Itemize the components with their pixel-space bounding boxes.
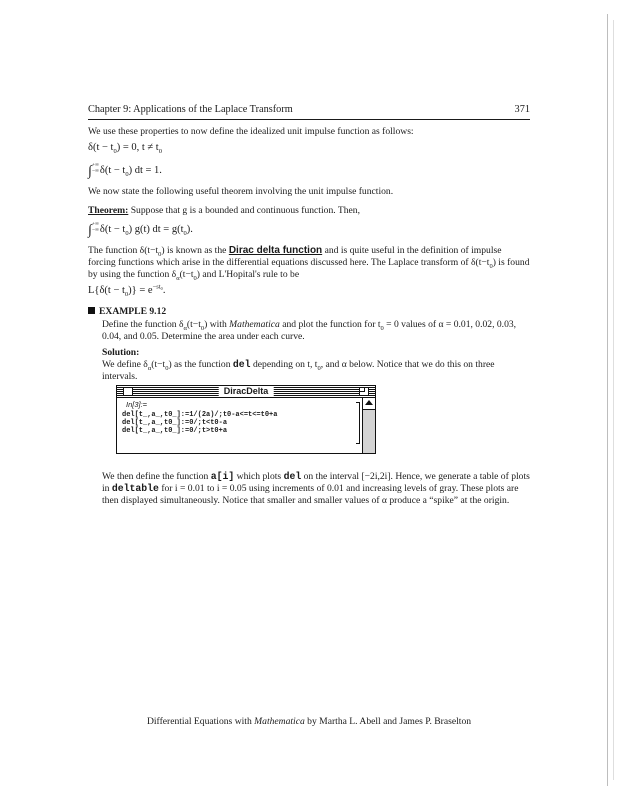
code-line[interactable]: del[t_,a_,t0_]:=0/;t>t0+a	[122, 427, 228, 435]
intro-paragraph: We use these properties to now define the idealized unit impulse function as follows:	[88, 126, 414, 138]
integral-limits: +∞ −∞	[91, 162, 99, 175]
code-a-i: a[i]	[210, 470, 235, 482]
page-number: 371	[514, 104, 530, 115]
close-box-icon[interactable]	[123, 387, 133, 396]
theorem-label: Theorem:	[88, 204, 129, 216]
code-del-2: del	[283, 470, 302, 482]
dirac-paragraph: The function $\delta(t-t_0)$ is known as the Dirac delta function and is quite useful in the definition of impulse forcing functions which arise in the differential equations discussed here. The Laplace transform of $\delta(t-t_0)$ is found by using the function $\delta_\alpha(t-t_0)$ and L'Hopital's rule to be	[88, 244, 530, 283]
code-deltable: deltable	[111, 482, 159, 494]
chapter-title: Chapter 9: Applications of the Laplace Transform	[88, 104, 293, 115]
theorem-paragraph: Theorem: Suppose that g is a bounded and continuous function. Then,	[88, 204, 360, 216]
mathematica-notebook-window[interactable]	[116, 385, 376, 454]
black-square-icon	[88, 307, 95, 314]
scroll-track[interactable]	[363, 410, 375, 453]
after-window-paragraph: We then define the function a[i] which plots del on the interval [−2i,2i]. Hence, we generate a table of plots in deltable for i = 0.01 to i = 0.05 using increments of 0.01 and increasing levels of gray. These plots are then displayed simultaneously. Notice that smaller and smaller values of α produce a “spike” at the origin.	[102, 470, 530, 507]
page-edge-line-secondary	[613, 20, 614, 780]
vertical-scrollbar[interactable]	[362, 398, 375, 453]
zoom-box-icon[interactable]	[359, 387, 369, 396]
example-text: Define the function $\delta_\alpha(t-t_0)$ with Mathematica and plot the function for $t_0 = 0$ values of α = 0.01, 0.02, 0.03, 0.04, and 0.05. Determine the area under each curve.	[102, 318, 517, 342]
cell-bracket[interactable]	[356, 402, 360, 444]
window-titlebar[interactable]	[117, 386, 375, 398]
dirac-delta-term: Dirac delta function	[228, 244, 323, 256]
code-del: del	[232, 359, 251, 371]
window-title: DiracDelta	[219, 386, 274, 397]
notebook-content[interactable]	[117, 398, 362, 453]
theorem-intro-paragraph: We now state the following useful theorem involving the unit impulse function.	[88, 186, 394, 198]
formula-sifting-property: ∫ +∞ −∞ $\delta(t - t_0)$ g(t) dt = $g(t_0)$.	[88, 220, 193, 238]
integral-sign-icon: ∫	[88, 164, 92, 180]
integral-sign-icon: ∫	[88, 222, 92, 238]
formula-impulse-integral: ∫ +∞ −∞ $\delta(t - t_0)$ dt = 1.	[88, 162, 162, 180]
formula-impulse-zero: $\delta(t - t_0) = 0$, $t \ne t_0$	[88, 142, 162, 156]
scroll-up-arrow-icon[interactable]	[363, 398, 375, 410]
solution-label: Solution:	[102, 347, 140, 359]
formula-laplace-transform: $L\{\delta(t - t_0)\} = e^{-st_0}$.	[88, 283, 166, 299]
running-header	[88, 104, 530, 120]
page-footer: Differential Equations with Mathematica by Martha L. Abell and James P. Braselton	[146, 716, 472, 727]
page-edge-line	[607, 14, 608, 786]
code-line[interactable]: del[t_,a_,t0_]:=1/(2a)/;t0-a<=t<=t0+a	[122, 411, 278, 419]
code-line[interactable]: del[t_,a_,t0_]:=0/;t<t0-a	[122, 419, 228, 427]
solution-text: We define $\delta_\alpha(t-t_0)$ as the function del depending on t, $t_0$, and α below. Notice that we do this on three intervals.	[102, 359, 495, 383]
input-label: In[3]:=	[126, 400, 148, 409]
integral-limits: +∞ −∞	[91, 220, 99, 233]
example-title: EXAMPLE 9.12	[88, 306, 530, 318]
